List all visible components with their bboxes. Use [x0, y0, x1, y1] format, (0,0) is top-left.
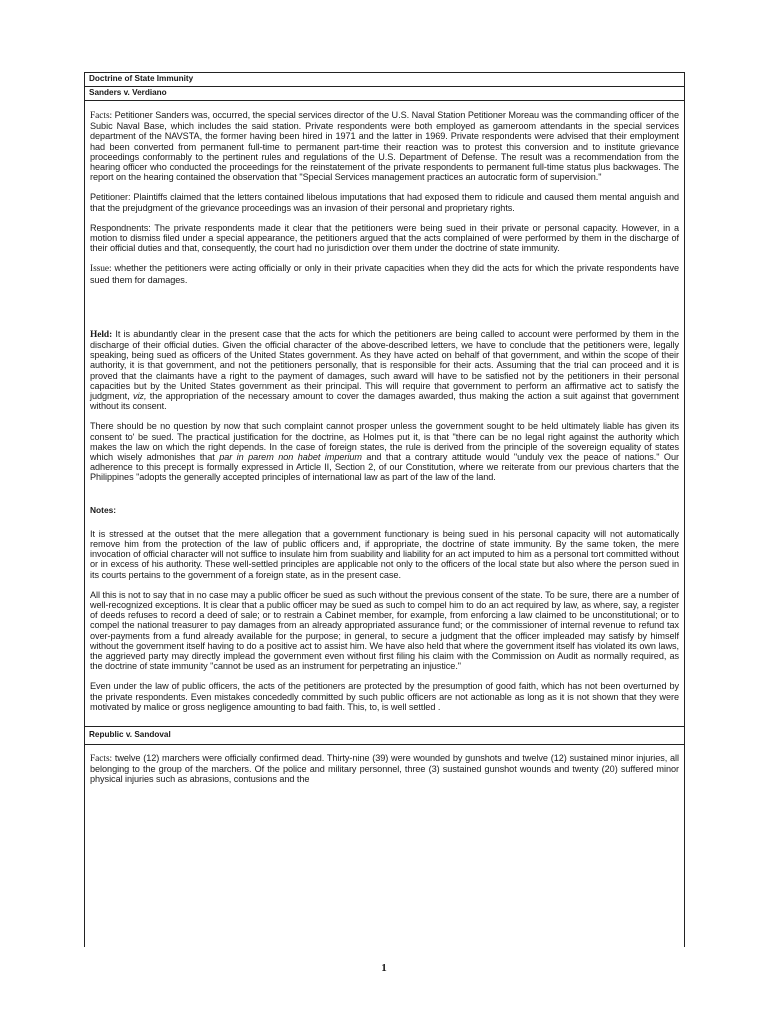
facts-label-2: Facts:	[90, 753, 113, 764]
case-title-2: Republic v. Sandoval	[85, 727, 684, 745]
notes-paragraph-2: All this is not to say that in no case may a public officer be sued as such without the previous consent of the state. To be sure, there are a number of well-recognized exceptions. It is clear that a public officer may be sued as such to compel him to do an act required by law, as where, say, a register of deeds refuses to record a deed of sale; or to restrain a Cabinet member, for example, from enforcing a law claimed to be unconstitutional; or to compel the national treasurer to pay damages from an already appropriated assurance fund; or the commissioner of internal revenue to refund tax over-payments from a fund already available for the purpose; in general, to secure a judgment that the officer impleaded may satisfy by himself without the government itself having to do a positive act to assist him. We have also held that where the government itself has violated its own laws, the aggrieved party may directly implead the government even without first filing his claim with the Commission on Audit as normally required, as the doctrine of state immunity "cannot be used as an instrument for perpetrating an injustice."	[90, 589, 679, 672]
held-paragraph	[90, 329, 679, 412]
prosper-latin: par in parem non habet imperium	[219, 452, 362, 463]
facts-text-2: twelve (12) marchers were officially confirmed dead. Thirty-nine (39) were wounded by gunshots and twelve (12) sustained minor injuries, all belonging to the group of the marchers. Of the police and military personnel, three (3) sustained gunshot wounds and twenty (20) suffered minor physical injuries such as abrasions, contusions and the	[90, 752, 679, 785]
topic-heading: Doctrine of State Immunity	[85, 73, 684, 87]
notes-label: Notes:	[90, 504, 117, 515]
prosper-text-a: There should be no question by now that such complaint cannot prosper unless the government sought to be held ultimately liable has given its consent to' be sued. The practical justification for the doctrine, as Holmes put it, is that "there can be no legal right against the authority which makes the law on which the right depends. In the case of foreign states, the rule is derived from the principle of the sovereign equality of states which wisely admonishes that	[90, 421, 679, 463]
facts-text: Petitioner Sanders was, occurred, the special services director of the U.S. Naval Station Petitioner Moreau was the commanding officer of the Subic Naval Base, which includes the said station. Private respondents were both employed as gameroom attendants in the special services department of the NAVSTA, the former having been hired in 1971 and the latter in 1969. Private respondents were advised that their employment had been converted from permanent full-time to permanent part-time their reaction was to protest this conversion and to institute grievance proceedings conformably to the pertinent rules and regulations of the U.S. Department of Defense. The result was a recommendation from the hearing officer who conducted the proceedings for the reinstatement of the private respondents to permanent full-time status plus backwages. The report on the hearing contained the observation that "Special Services management practices an autocratic form of supervision."	[90, 110, 679, 183]
held-text-b: the appropriation of the necessary amount to cover the damages awarded, thus making the action a suit against that government without its consent.	[90, 391, 680, 412]
case-title: Sanders v. Verdiano	[85, 87, 684, 101]
held-text-a: It is abundantly clear in the present case that the acts for which the petitioners are being called to account were performed by them in the discharge of their official duties. Given the official character of the above-described letters, we have to conclude that the petitioners were, legally speaking, being sued as officers of the United States government. As they have acted on behalf of that government, and within the scope of their authority, it is that government, and not the petitioners personally, that is responsible for their acts. Assuming that the trial can proceed and it is proved that the claimants have a right to the payment of damages, such award will have to be satisfied not by the petitioners in their personal capacities but by the United States government as their principal. This will require that government to perform an affirmative act to satisfy the judgment,	[90, 328, 679, 402]
facts-paragraph	[90, 110, 679, 182]
notes-paragraph-1: It is stressed at the outset that the mere allegation that a government functionary is being sued in his personal capacity will not automatically remove him from the protection of the law of public officers and, if appropriate, the doctrine of state immunity. By the same token, the mere invocation of official character will not suffice to insulate him from suability and liability for an act imputed to him as a personal tort committed without or in excess of his authority. These well-settled principles are applicable not only to the officers of the local state but also where the person sued in its courts pertains to the government of a foreign state, as in the present case.	[90, 528, 679, 580]
facts-label: Facts:	[90, 111, 113, 121]
held-viz: viz,	[132, 391, 147, 402]
prosper-paragraph	[90, 421, 679, 482]
petitioner-paragraph: Petitioner: Plaintiffs claimed that the letters contained libelous imputations that had exposed them to ridicule and caused them mental anguish and that the prejudgment of the grievance proceedings was an invasion of their personal and proprietary rights.	[90, 192, 679, 213]
issue-text: whether the petitioners were acting officially or only in their private capacities when they did the acts for which the private respondents have sued them for damages.	[90, 263, 679, 285]
spacer	[90, 295, 679, 321]
facts-paragraph-2	[90, 753, 679, 785]
prosper-text-b: and that a contrary attitude would "unduly vex the peace of nations." Our adherence to this precept is formally expressed in Article II, Section 2, of our Constitution, where we reiterate from our previous charters that the Philippines "adopts the generally accepted principles of international law as part of the law of the land.	[90, 452, 679, 483]
issue-paragraph	[90, 263, 679, 284]
issue-label: Issue:	[90, 264, 112, 275]
respondents-paragraph: Respondnents: The private respondents made it clear that the petitioners were being sued in their private or personal capacity. However, in a motion to dismiss filed under a special appearance, the petitioners argued that the acts complained of were performed by them in the discharge of their official duties and that, consequently, the court had no jurisdiction over them under the doctrine of state immunity.	[90, 222, 679, 254]
held-label: Held:	[90, 329, 113, 340]
page-number: 1	[381, 962, 387, 974]
case-body	[85, 101, 684, 727]
notes-paragraph-3: Even under the law of public officers, the acts of the petitioners are protected by the presumption of good faith, which has not been overturned by the private respondents. Even mistakes concededly committed by such public officers are not actionable as long as it is not shown that they were motivated by malice or gross negligence amounting to bad faith. This, to, is well settled .	[90, 681, 679, 712]
case-body-2	[85, 745, 684, 785]
document-table	[84, 72, 685, 947]
